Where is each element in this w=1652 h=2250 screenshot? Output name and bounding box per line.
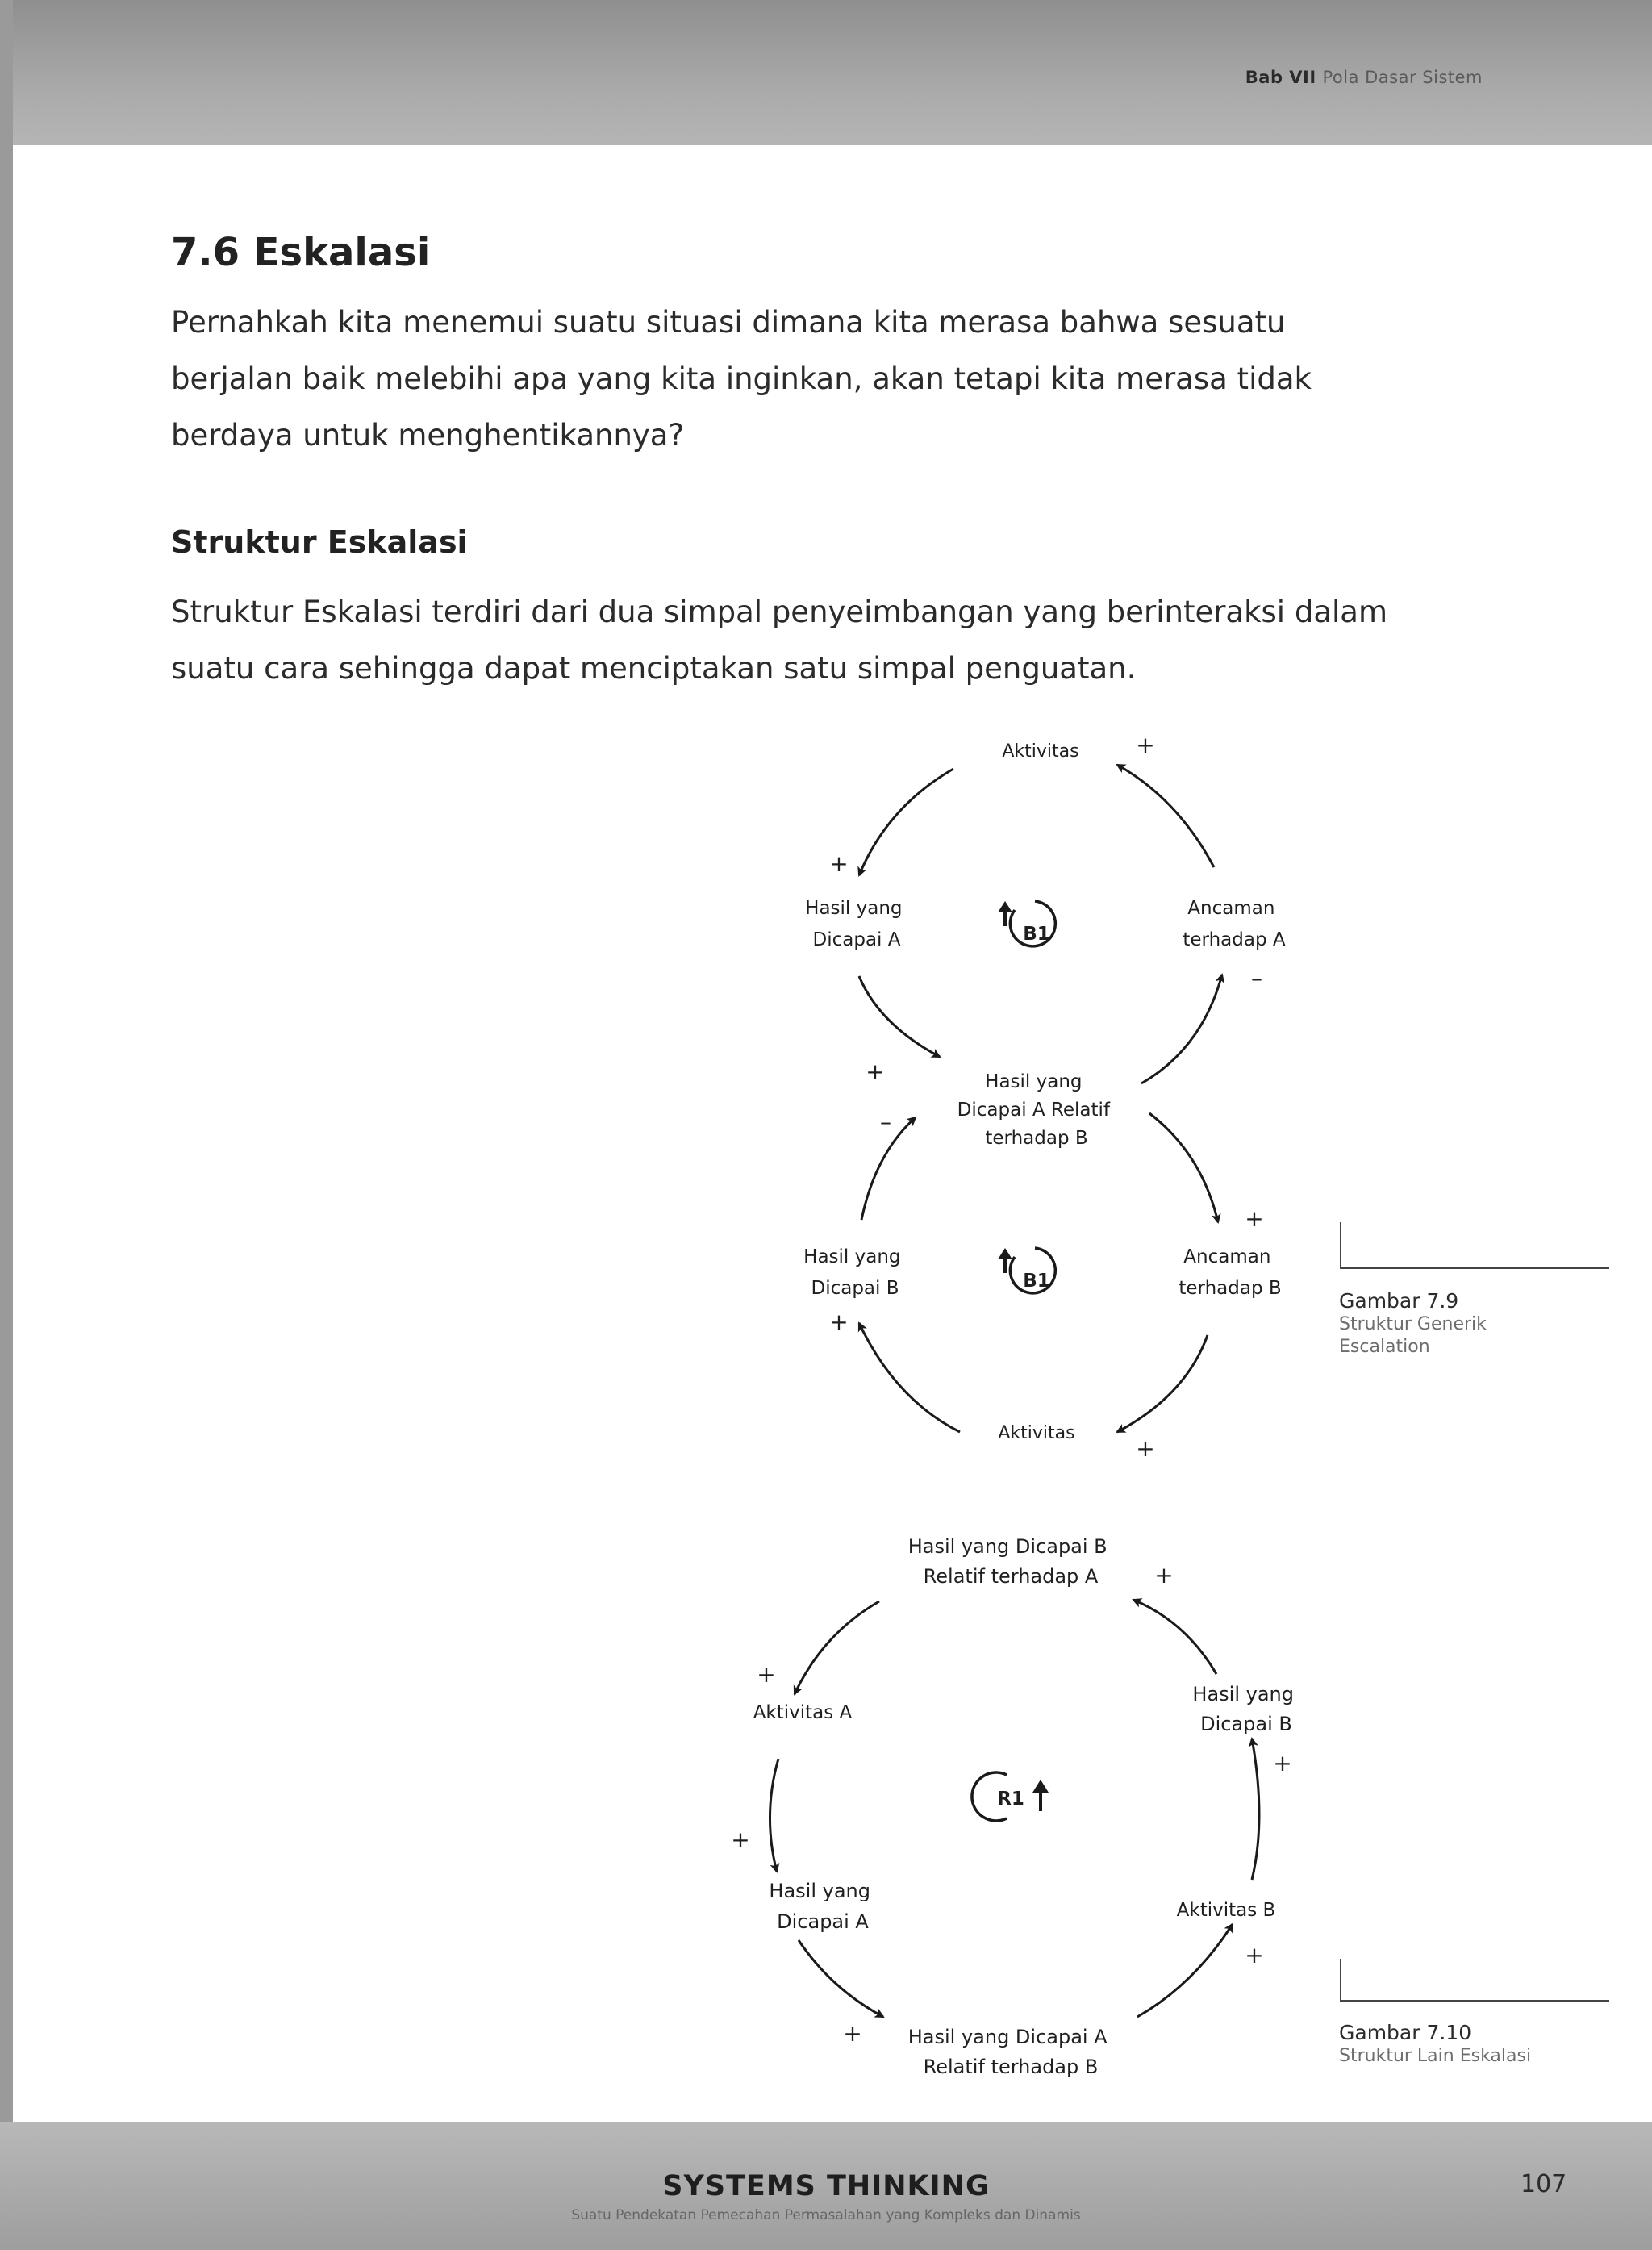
- node-ancaman-b: Ancaman terhadap B: [1179, 1246, 1282, 1299]
- caption-text: Struktur Lain Eskalasi: [1339, 2046, 1532, 2066]
- arrow-hasil-a-to-relatif: [859, 976, 940, 1057]
- caption-label: Gambar 7.10: [1339, 2021, 1472, 2044]
- polarity-sign: +: [1136, 1435, 1155, 1462]
- polarity-sign: +: [843, 2020, 862, 2047]
- node-hasil-b: Hasil yang Dicapai B: [803, 1246, 901, 1299]
- node-hasil-b: Hasil yang Dicapai B: [1192, 1683, 1294, 1735]
- polarity-sign: +: [829, 850, 849, 877]
- figure-7-9: [803, 732, 1609, 1462]
- node-aktivitas-a: Aktivitas A: [753, 1702, 853, 1723]
- caption-bracket: [1341, 1222, 1609, 1268]
- loop-indicator-r1: [972, 1772, 1049, 1821]
- intro-line: Pernahkah kita menemui suatu situasi dimana kita merasa bahwa sesuatu: [171, 305, 1286, 340]
- arrow-relatif-to-ancaman-a: [1141, 975, 1222, 1083]
- arrow-aktivitas-to-hasil-b: [859, 1323, 960, 1432]
- polarity-sign: +: [757, 1661, 776, 1688]
- caption-text: Escalation: [1339, 1337, 1430, 1357]
- arrow-hasil-a-to-relatif-a: [799, 1940, 883, 2017]
- node-relatif-b-terhadap-a: Hasil yang Dicapai B Relatif terhadap A: [907, 1535, 1108, 1588]
- footer-title: SYSTEMS THINKING: [662, 2170, 990, 2202]
- loop-label: B1: [1023, 924, 1050, 945]
- arrow-aktivitas-a-to-hasil-a: [770, 1759, 778, 1872]
- arrow-relatif-b-to-aktivitas-a: [795, 1601, 879, 1694]
- intro-line: berdaya untuk menghentikannya?: [171, 418, 685, 453]
- polarity-sign: +: [1245, 1942, 1264, 1968]
- polarity-sign: +: [1273, 1750, 1292, 1776]
- caption-label: Gambar 7.9: [1339, 1289, 1459, 1313]
- caption-bracket: [1341, 1959, 1609, 2001]
- arrow-aktivitas-to-hasil-a: [859, 769, 953, 875]
- arrow-ancaman-a-to-aktivitas: [1117, 765, 1214, 867]
- loop-label: R1: [997, 1789, 1024, 1810]
- caption-text: Struktur Generik: [1339, 1314, 1487, 1334]
- loop-indicator-b1-lower: [998, 1248, 1055, 1293]
- node-hasil-a: Hasil yang Dicapai A: [769, 1880, 870, 1933]
- arrow-ancaman-b-to-aktivitas: [1117, 1335, 1208, 1432]
- arrow-relatif-to-ancaman-b: [1149, 1113, 1218, 1222]
- figure-7-10: [731, 1535, 1609, 2078]
- footer-subtitle: Suatu Pendekatan Pemecahan Permasalahan yang Kompleks dan Dinamis: [571, 2207, 1081, 2223]
- node-aktivitas-top: Aktivitas: [1002, 741, 1079, 762]
- chapter-number: Bab VII: [1245, 68, 1316, 87]
- node-hasil-a: Hasil yang Dicapai A: [805, 898, 903, 950]
- polarity-sign: –: [1251, 965, 1262, 991]
- loop-indicator-b1-upper: [998, 901, 1055, 946]
- polarity-sign: +: [731, 1826, 750, 1853]
- figure-7-10-caption: [1339, 2021, 1531, 2068]
- chapter-title: Pola Dasar Sistem: [1322, 68, 1483, 87]
- intro-line: berjalan baik melebihi apa yang kita inginkan, akan tetapi kita merasa tidak: [171, 361, 1312, 396]
- polarity-sign: +: [1245, 1205, 1264, 1232]
- section-title: 7.6 Eskalasi: [171, 230, 431, 275]
- polarity-sign: +: [829, 1309, 849, 1335]
- body-line: suatu cara sehingga dapat menciptakan satu simpal penguatan.: [171, 651, 1137, 686]
- arrow-relatif-a-to-aktivitas-b: [1137, 1924, 1233, 2017]
- polarity-sign: +: [866, 1058, 885, 1085]
- body-line: Struktur Eskalasi terdiri dari dua simpal penyeimbangan yang berinteraksi dalam: [171, 595, 1388, 629]
- arrow-hasil-b-to-relatif-b: [1133, 1600, 1216, 1674]
- figure-7-9-caption: [1339, 1289, 1487, 1359]
- node-aktivitas-bottom: Aktivitas: [998, 1423, 1075, 1443]
- subsection-title: Struktur Eskalasi: [171, 524, 468, 560]
- node-relatif-a-terhadap-b: Hasil yang Dicapai A Relatif terhadap B: [957, 1071, 1111, 1149]
- arrow-aktivitas-b-to-hasil-b: [1252, 1739, 1259, 1880]
- node-ancaman-a: Ancaman terhadap A: [1183, 898, 1286, 950]
- polarity-sign: +: [1154, 1562, 1174, 1588]
- node-aktivitas-b: Aktivitas B: [1176, 1900, 1276, 1921]
- polarity-sign: +: [1136, 732, 1155, 758]
- node-relatif-a-terhadap-b: Hasil yang Dicapai A Relatif terhadap B: [907, 2026, 1108, 2078]
- loop-label: B1: [1023, 1271, 1050, 1292]
- polarity-sign: –: [880, 1108, 891, 1135]
- page-number: 107: [1521, 2170, 1567, 2198]
